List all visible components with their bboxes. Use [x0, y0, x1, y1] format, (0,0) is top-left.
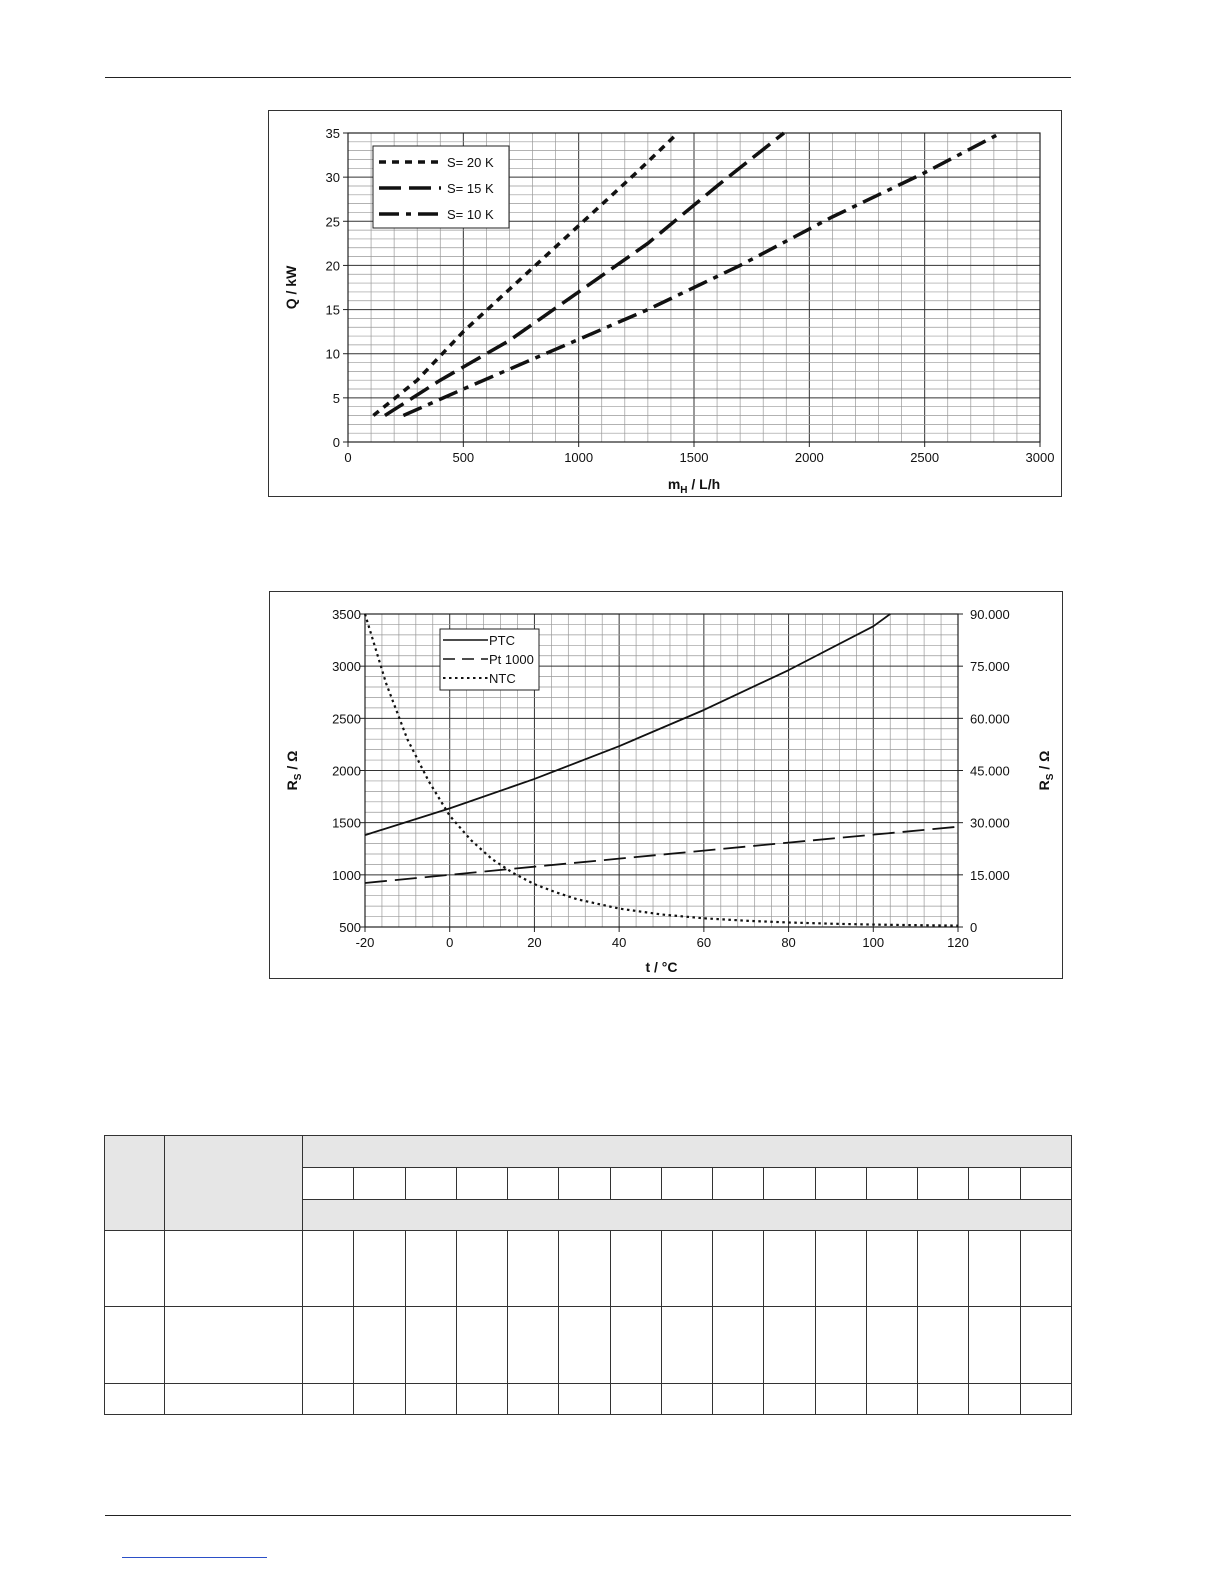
x-tick-label: 120 — [947, 935, 969, 950]
legend-label-1: PTC — [489, 633, 515, 648]
table-cell-value — [559, 1384, 610, 1415]
table-cell-value — [1020, 1231, 1071, 1307]
y-left-tick-label: 2500 — [332, 711, 361, 727]
x-tick-label: 60 — [696, 935, 712, 950]
table-cell-value — [866, 1231, 917, 1307]
table-cell-value — [918, 1231, 969, 1307]
table-cell-value — [815, 1384, 866, 1415]
table-cell-value — [456, 1307, 507, 1384]
y-right-tick-label: 15.000 — [970, 867, 1010, 883]
y-left-tick-label: 3000 — [332, 659, 361, 675]
table-header-cell-value — [713, 1168, 764, 1200]
table-header-cell-index — [105, 1136, 165, 1231]
legend-label-3: S= 10 K — [447, 207, 494, 222]
y-left-axis-title: $R_S$ / Ω — [284, 750, 304, 791]
table-cell-value — [815, 1231, 866, 1307]
table-cell-value — [303, 1307, 354, 1384]
table-cell-value — [713, 1384, 764, 1415]
table-header-cell-unit — [303, 1200, 1072, 1231]
table-header-cell-value — [1020, 1168, 1071, 1200]
legend — [373, 146, 509, 228]
x-axis-title: t / °C — [645, 959, 678, 975]
x-tick-label: 20 — [527, 935, 542, 950]
table-header-cell-value — [764, 1168, 815, 1200]
x-tick-label: 1500 — [679, 450, 709, 465]
table-cell-value — [661, 1307, 712, 1384]
table-cell-value — [969, 1307, 1020, 1384]
y-tick-label: 25 — [325, 214, 340, 230]
y-tick-label: 5 — [332, 390, 340, 406]
table-cell-value — [610, 1307, 661, 1384]
y-axis-title: Q / kW — [283, 265, 299, 310]
x-tick-label: -20 — [355, 935, 375, 950]
y-right-tick-label: 30.000 — [970, 815, 1010, 831]
y-left-tick-label: 1000 — [332, 867, 361, 883]
footer-link-underline — [122, 1557, 267, 1558]
data-table — [104, 1135, 1072, 1415]
table-row — [105, 1384, 1072, 1415]
y-right-tick-label: 60.000 — [970, 711, 1010, 727]
y-left-tick-label: 500 — [339, 920, 361, 935]
table-row — [105, 1307, 1072, 1384]
y-left-tick-label: 2000 — [332, 763, 361, 779]
table-cell-value — [764, 1384, 815, 1415]
sensor-resistance-chart — [269, 591, 1063, 979]
table-cell-value — [764, 1307, 815, 1384]
table-cell-value — [866, 1307, 917, 1384]
legend-label-2: Pt 1000 — [489, 652, 534, 667]
y-tick-label: 10 — [325, 346, 340, 362]
x-tick-label: 2000 — [794, 450, 824, 465]
table-header-cell-value — [918, 1168, 969, 1200]
y-tick-label: 30 — [325, 170, 340, 186]
x-tick-label: 0 — [446, 935, 454, 950]
x-tick-label: 2500 — [910, 450, 940, 465]
y-left-tick-label: 3500 — [332, 607, 361, 622]
table-header-cell-label — [165, 1136, 303, 1231]
x-tick-label: 1000 — [564, 450, 594, 465]
table-cell-value — [661, 1231, 712, 1307]
table-header-cell-value — [508, 1168, 559, 1200]
table-cell-index — [105, 1384, 165, 1415]
table-cell-value — [508, 1384, 559, 1415]
table-cell-value — [559, 1231, 610, 1307]
table-cell-value — [559, 1307, 610, 1384]
table-cell-value — [713, 1307, 764, 1384]
table-cell-value — [303, 1231, 354, 1307]
y-tick-label: 15 — [325, 302, 340, 318]
x-tick-label: 40 — [611, 935, 627, 950]
x-tick-label: 500 — [452, 450, 475, 465]
table-cell-value — [354, 1384, 405, 1415]
table-header-cell-value — [661, 1168, 712, 1200]
table-header-cell-value — [354, 1168, 405, 1200]
table-cell-value — [661, 1384, 712, 1415]
footer-rule — [105, 1515, 1071, 1516]
table-cell-value — [456, 1384, 507, 1415]
table-cell-index — [105, 1231, 165, 1307]
x-axis-title: $m_H / L/h$ — [667, 476, 721, 496]
table-cell-value — [918, 1384, 969, 1415]
x-tick-label: 0 — [344, 450, 352, 465]
table-header-cell-value — [303, 1168, 354, 1200]
heat-output-chart — [268, 110, 1062, 497]
table-cell-value — [866, 1384, 917, 1415]
table-cell-value — [354, 1231, 405, 1307]
y-left-tick-label: 1500 — [332, 815, 361, 831]
table-cell-value — [969, 1231, 1020, 1307]
table-header-cell-value — [815, 1168, 866, 1200]
table-cell-value — [1020, 1307, 1071, 1384]
table-cell-value — [456, 1231, 507, 1307]
table-cell-value — [303, 1384, 354, 1415]
table-cell-value — [969, 1384, 1020, 1415]
table-header-cell-value — [405, 1168, 456, 1200]
y-right-tick-label: 45.000 — [970, 763, 1010, 779]
y-right-axis-title: $R_S$ / Ω — [1036, 750, 1056, 791]
table-cell-value — [405, 1384, 456, 1415]
legend-label-1: S= 20 K — [447, 155, 494, 170]
legend-label-3: NTC — [489, 671, 516, 686]
table-header-cell-group — [303, 1136, 1072, 1168]
table-cell-value — [610, 1231, 661, 1307]
legend-label-2: S= 15 K — [447, 181, 494, 196]
table-cell-value — [508, 1307, 559, 1384]
y-right-tick-label: 90.000 — [970, 607, 1010, 622]
sensor-resistance-chart-svg — [270, 592, 1062, 978]
table-cell-value — [405, 1307, 456, 1384]
y-right-tick-label: 75.000 — [970, 659, 1010, 675]
table-cell-label — [165, 1384, 303, 1415]
table-cell-value — [764, 1231, 815, 1307]
table-header-cell-value — [610, 1168, 661, 1200]
header-rule — [105, 77, 1071, 78]
table-cell-value — [405, 1231, 456, 1307]
table-cell-value — [815, 1307, 866, 1384]
table-header-cell-value — [866, 1168, 917, 1200]
y-tick-label: 20 — [325, 258, 340, 274]
table-cell-value — [610, 1384, 661, 1415]
table-cell-value — [713, 1231, 764, 1307]
table-cell-value — [1020, 1384, 1071, 1415]
x-tick-label: 100 — [862, 935, 885, 950]
y-tick-label: 0 — [332, 435, 340, 450]
table-cell-label — [165, 1307, 303, 1384]
table-header-cell-value — [969, 1168, 1020, 1200]
y-tick-label: 35 — [325, 126, 340, 141]
y-right-tick-label: 0 — [970, 920, 978, 935]
heat-output-chart-svg — [269, 111, 1061, 496]
x-tick-label: 3000 — [1025, 450, 1055, 465]
table-header-cell-value — [559, 1168, 610, 1200]
table-header-cell-value — [456, 1168, 507, 1200]
legend — [440, 629, 539, 690]
table-cell-label — [165, 1231, 303, 1307]
table-cell-value — [508, 1231, 559, 1307]
table-cell-index — [105, 1307, 165, 1384]
table-cell-value — [918, 1307, 969, 1384]
x-tick-label: 80 — [781, 935, 796, 950]
table-row — [105, 1231, 1072, 1307]
table-header-row — [105, 1136, 1072, 1168]
table-cell-value — [354, 1307, 405, 1384]
